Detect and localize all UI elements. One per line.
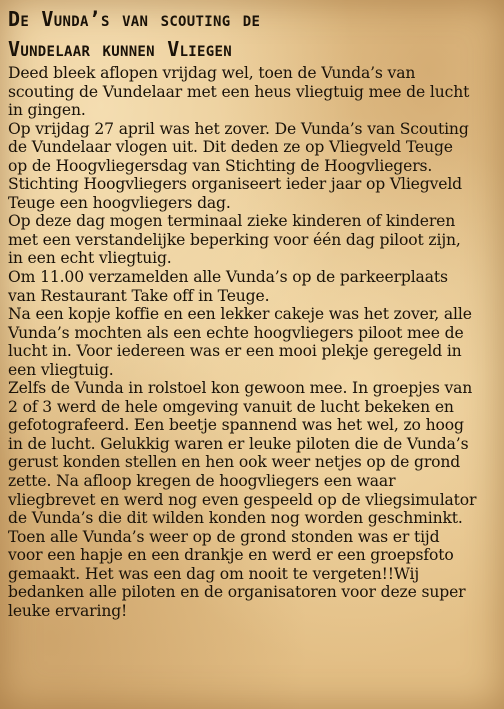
article-title (8, 4, 498, 64)
title-line-1: De Vunda’s van scouting de (8, 7, 261, 31)
article-body: Deed bleek aflopen vrijdag wel, toen de Vunda’s van scouting de Vundelaar met een heus vliegtuig mee de lucht in gingen. Op vrijdag 27 april was het zover. De Vunda’s van Scouting de Vundelaar vlogen uit. Dit deden ze op Vliegveld Teuge op de Hoogvliegersdag van Stichting de Hoogvliegers. Stichting Hoogvliegers organiseert ieder jaar op Vliegveld Teuge een hoogvliegers dag. Op deze dag mogen terminaal zieke kinderen of kinderen met een verstandelijke beperking voor één dag piloot zijn, in een echt vliegtuig. Om 11.00 verzamelden alle Vunda’s op de parkeerplaats van Restaurant Take off in Teuge. Na een kopje koffie en een lekker cakeje was het zover, alle Vunda’s mochten als een echte hoogvliegers piloot mee de lucht in. Voor iedereen was er een mooi plekje geregeld in een vliegtuig. Zelfs de Vunda in rolstoel kon gewoon mee. In groepjes van 2 of 3 werd de hele omgeving vanuit de lucht bekeken en gefotografeerd. Een beetje spannend was het wel, zo hoog in de lucht. Gelukkig waren er leuke piloten die de Vunda’s gerust konden stellen en hen ook weer netjes op de grond zette. Na afloop kregen de hoogvliegers een waar vliegbrevet en werd nog even gespeeld op de vliegsimulator de Vunda’s die dit wilden konden nog worden geschminkt. Toen alle Vunda’s weer op de grond stonden was er tijd voor een hapje en een drankje en werd er een groepsfoto gemaakt. Het was een dag om nooit te vergeten!!Wij bedanken alle piloten en de organisatoren voor deze super leuke ervaring! (8, 64, 477, 620)
title-line-2: Vundelaar kunnen Vliegen (8, 37, 232, 61)
